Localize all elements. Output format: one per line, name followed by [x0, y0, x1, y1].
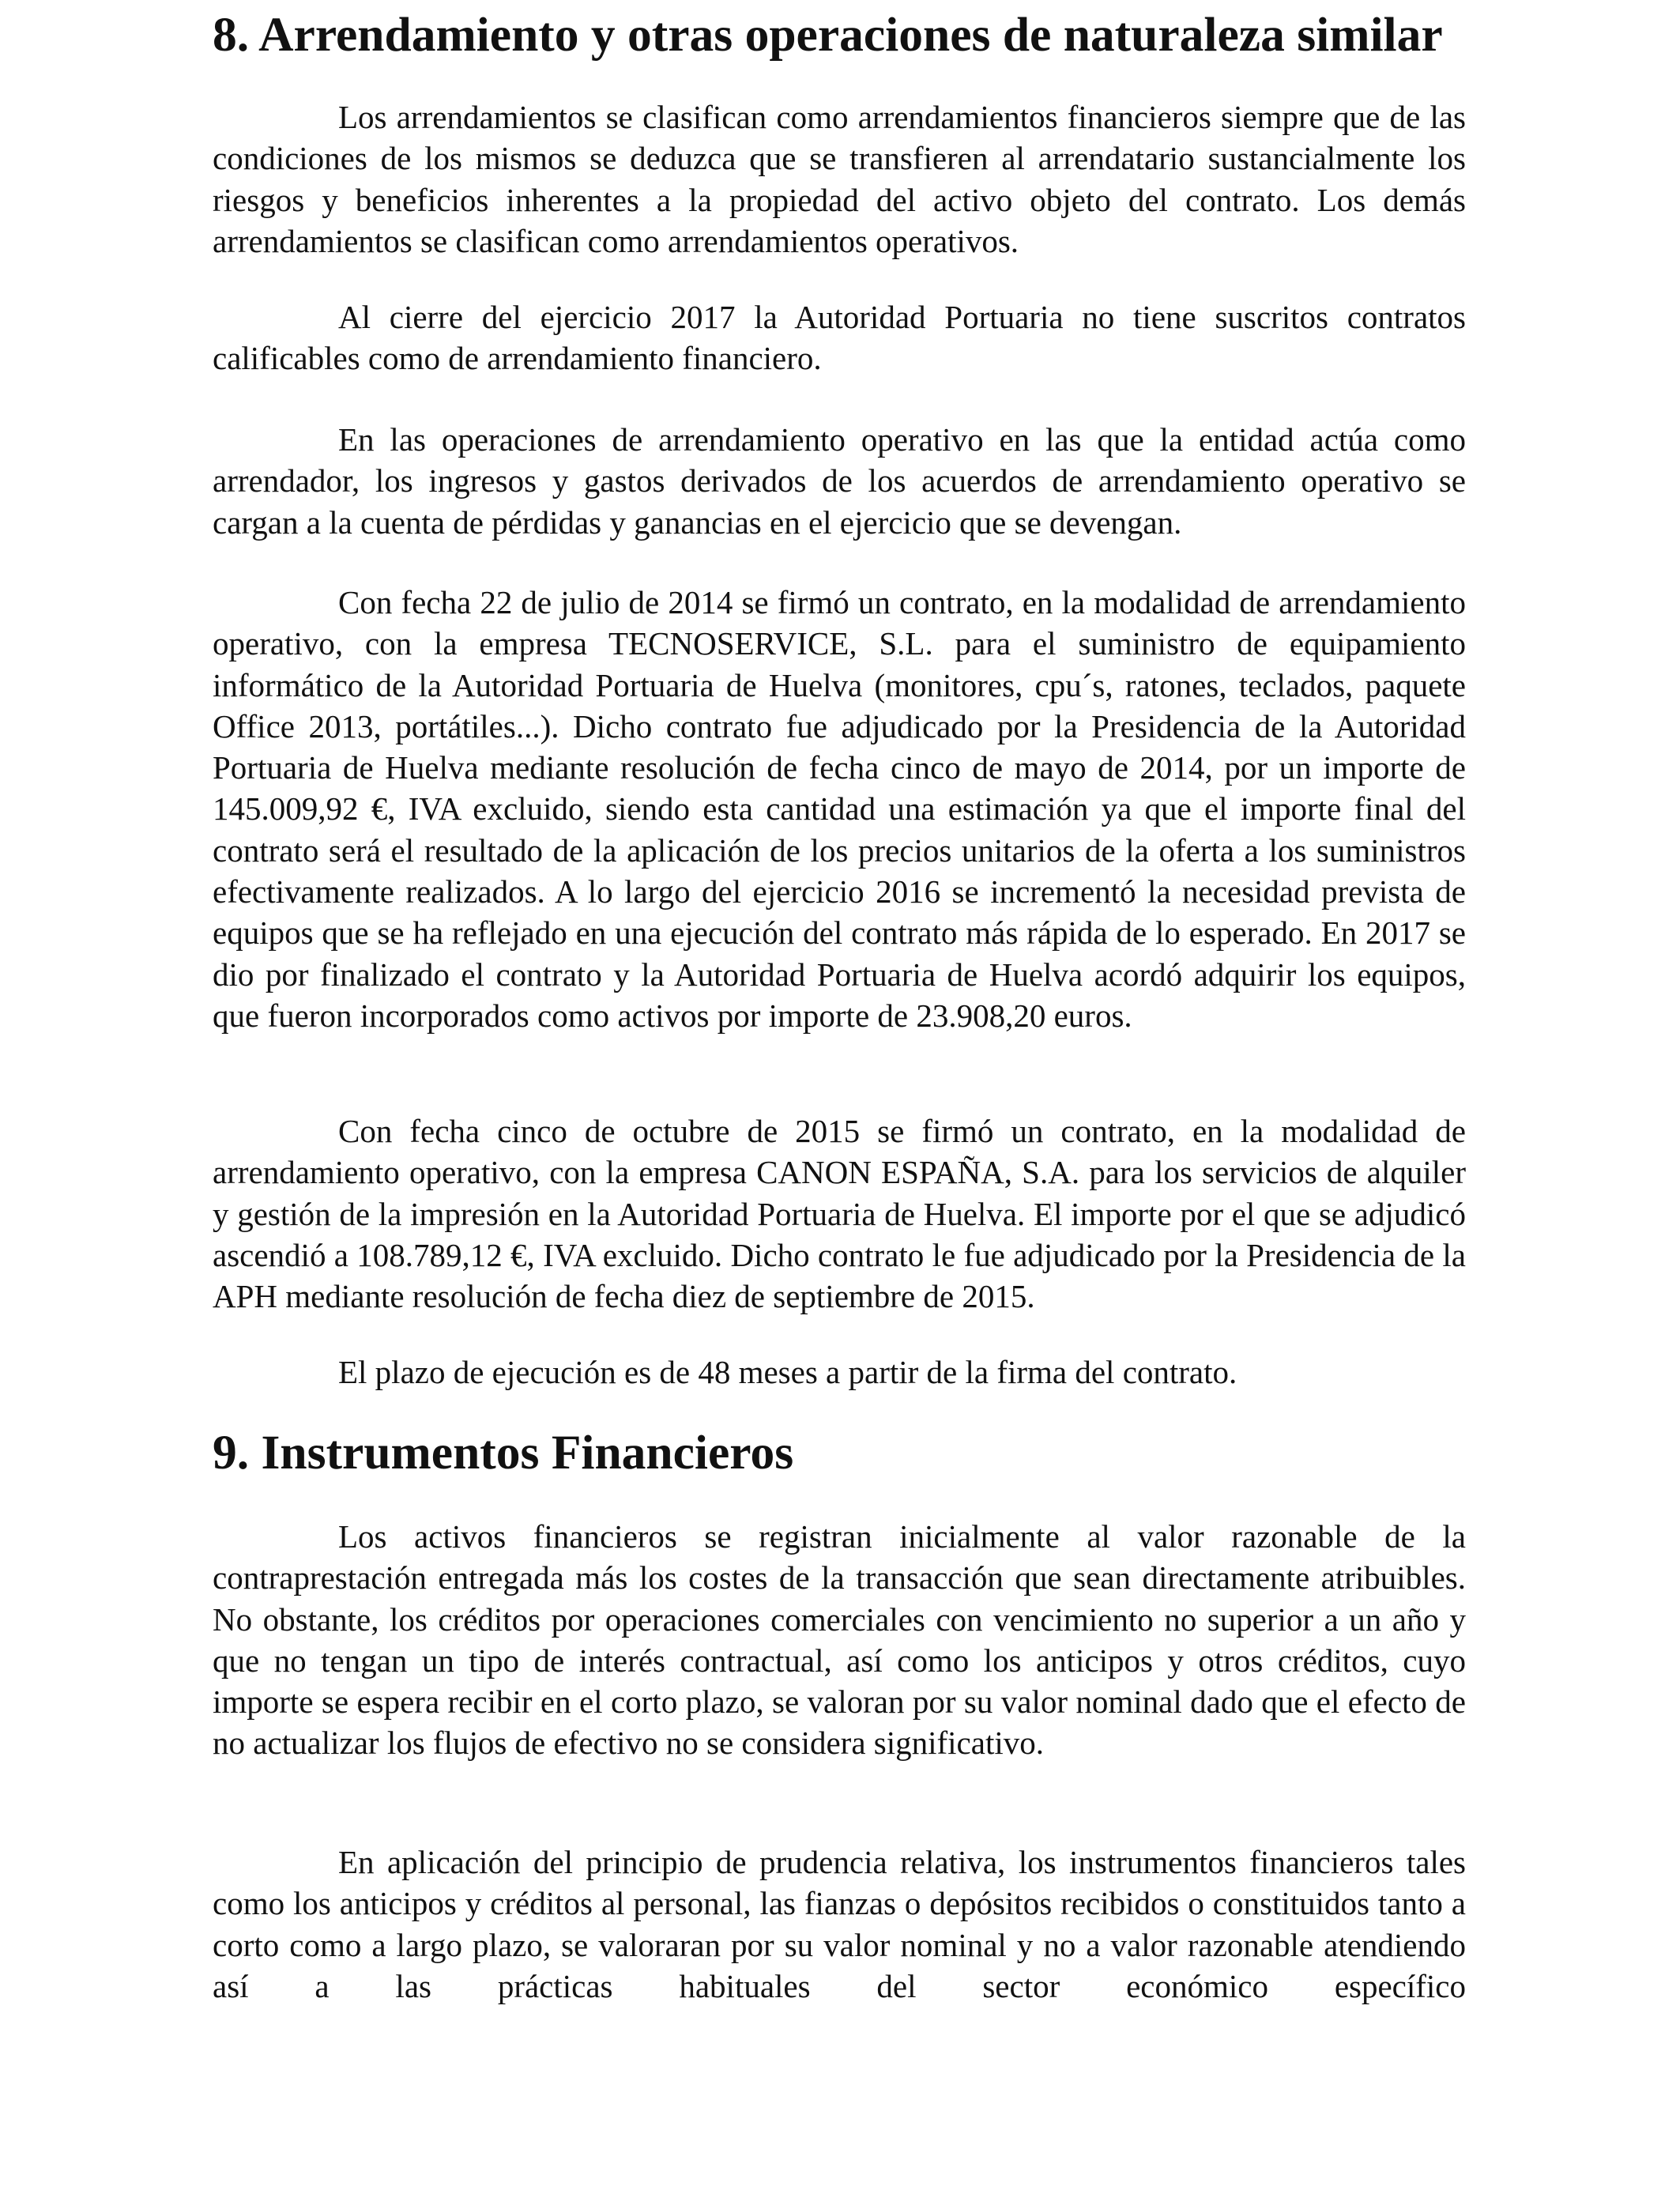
paragraph-prudence-principle: En aplicación del principio de prudencia relativa, los instrumentos financieros tales como los anticipos y créditos al personal, las fianzas o depósitos recibidos o constituidos tanto a corto como a largo plazo, se valoraran por su valor nominal y no a valor razonable atendiendo así a las prácticas habituales del sector económico específico	[213, 1844, 1466, 2004]
paragraph-tecnoservice-contract: Con fecha 22 de julio de 2014 se firmó un contrato, en la modalidad de arrendamiento operativo, con la empresa TECNOSERVICE, S.L. para el suministro de equipamiento informático de la Autoridad Portuaria de Huelva (monitores, cpu´s, ratones, teclados, paquete Office 2013, portátiles...). Dicho contrato fue adjudicado por la Presidencia de la Autoridad Portuaria de Huelva mediante resolución de fecha cinco de mayo de 2014, por un importe de 145.009,92 €, IVA excluido, siendo esta cantidad una estimación ya que el importe final del contrato será el resultado de la aplicación de los precios unitarios de la oferta a los suministros efectivamente realizados. A lo largo del ejercicio 2016 se incrementó la necesidad prevista de equipos que se ha reflejado en una ejecución del contrato más rápida de lo esperado. En 2017 se dio por finalizado el contrato y la Autoridad Portuaria de Huelva acordó adquirir los equipos, que fueron incorporados como activos por importe de 23.908,20 euros.	[213, 584, 1466, 1034]
paragraph-financial-assets: Los activos financieros se registran inicialmente al valor razonable de la contraprestación entregada más los costes de la transacción que sean directamente atribuibles. No obstante, los créditos por operaciones comerciales con vencimiento no superior a un año y que no tengan un tipo de interés contractual, así como los anticipos y otros créditos, cuyo importe se espera recibir en el corto plazo, se valoran por su valor nominal dado que el efecto de no actualizar los flujos de efectivo no se considera significativo.	[213, 1518, 1466, 1762]
paragraph-operating-leases: En las operaciones de arrendamiento operativo en las que la entidad actúa como arrendador, los ingresos y gastos derivados de los acuerdos de arrendamiento operativo se cargan a la cuenta de pérdidas y ganancias en el ejercicio que se devengan.	[213, 421, 1466, 541]
paragraph-execution-term: El plazo de ejecución es de 48 meses a partir de la firma del contrato.	[338, 1354, 1237, 1390]
paragraph-canon-contract: Con fecha cinco de octubre de 2015 se firmó un contrato, en la modalidad de arrendamiento operativo, con la empresa CANON ESPAÑA, S.A. para los servicios de alquiler y gestión de la impresión en la Autoridad Portuaria de Huelva. El importe por el que se adjudicó ascendió a 108.789,12 €, IVA excluido. Dicho contrato le fue adjudicado por la Presidencia de la APH mediante resolución de fecha diez de septiembre de 2015.	[213, 1113, 1466, 1315]
paragraph-leases-classification: Los arrendamientos se clasifican como arrendamientos financieros siempre que de las condiciones de los mismos se deduzca que se transfieren al arrendatario sustancialmente los riesgos y beneficios inherentes a la propiedad del activo objeto del contrato. Los demás arrendamientos se clasifican como arrendamientos operativos.	[213, 99, 1466, 259]
section-8-heading: 8. Arrendamiento y otras operaciones de naturaleza similar	[213, 8, 1443, 62]
paragraph-financial-leases-2017: Al cierre del ejercicio 2017 la Autoridad Portuaria no tiene suscritos contratos calificables como de arrendamiento financiero.	[213, 299, 1466, 377]
document-page	[213, 0, 1466, 2194]
section-9-heading: 9. Instrumentos Financieros	[213, 1426, 794, 1480]
